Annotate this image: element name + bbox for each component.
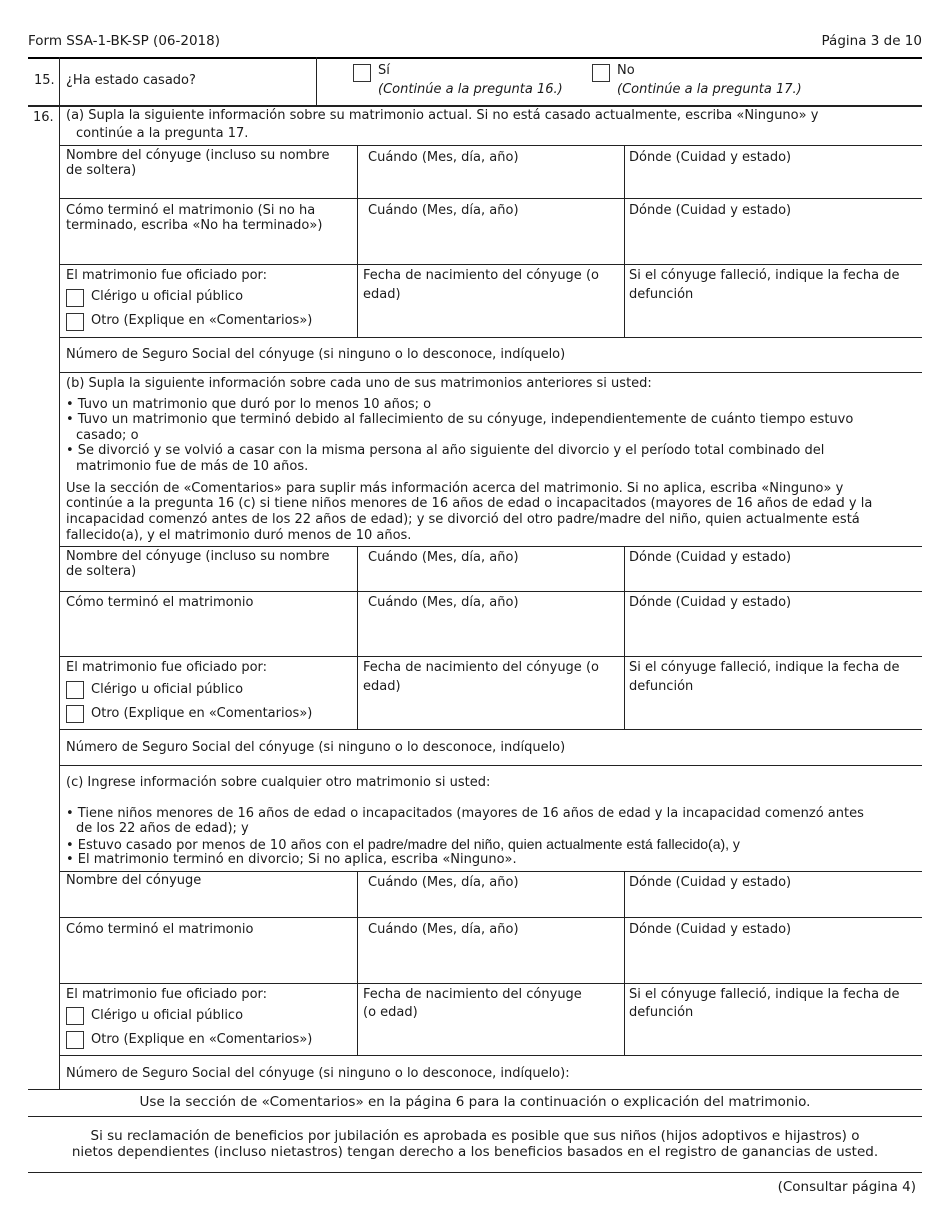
divider bbox=[59, 198, 922, 199]
section-a-intro: (a) Supla la siguiente información sobre su matrimonio actual. Si no está casado actualmente, escriba «Ninguno» y bbox=[66, 108, 819, 123]
section-c-intro: (c) Ingrese información sobre cualquier otro matrimonio si usted: bbox=[66, 775, 491, 790]
page-number: Página 3 de 10 bbox=[821, 33, 922, 49]
divider bbox=[59, 729, 922, 730]
divider bbox=[357, 871, 358, 1055]
divider bbox=[59, 1055, 922, 1056]
bullet: de los 22 años de edad); y bbox=[76, 821, 249, 836]
clergy-label: Clérigo u oficial público bbox=[91, 1008, 244, 1023]
bullet: casado; o bbox=[76, 428, 139, 443]
other-label: Otro (Explique en «Comentarios») bbox=[91, 313, 313, 328]
clergy-checkbox[interactable] bbox=[66, 1007, 84, 1025]
next-page-note: (Consultar página 4) bbox=[777, 1179, 916, 1195]
divider bbox=[59, 372, 922, 373]
divider bbox=[316, 57, 317, 105]
question-number: 15. bbox=[34, 73, 55, 88]
divider bbox=[59, 145, 922, 146]
yes-checkbox[interactable] bbox=[353, 64, 371, 82]
ssn-label: Número de Seguro Social del cónyuge (si ninguno o lo desconoce, indíquelo) bbox=[66, 740, 566, 755]
divider bbox=[28, 57, 922, 59]
when-label: Cuándo (Mes, día, año) bbox=[368, 550, 519, 565]
dob-label: (o edad) bbox=[363, 1005, 418, 1020]
where-label: Dónde (Cuidad y estado) bbox=[629, 150, 792, 165]
dob-label: edad) bbox=[363, 679, 401, 694]
how-ended-label: Cómo terminó el matrimonio (Si no ha bbox=[66, 203, 316, 218]
when-label: Cuándo (Mes, día, año) bbox=[368, 595, 519, 610]
clergy-label: Clérigo u oficial público bbox=[91, 682, 244, 697]
death-label: Si el cónyuge falleció, indique la fecha de bbox=[629, 987, 900, 1002]
ssn-label: Número de Seguro Social del cónyuge (si ninguno o lo desconoce, indíquelo) bbox=[66, 347, 566, 362]
spouse-name-label: Nombre del cónyuge (incluso su nombre bbox=[66, 549, 330, 564]
when-label: Cuándo (Mes, día, año) bbox=[368, 150, 519, 165]
bullet: • Tiene niños menores de 16 años de edad o incapacitados (mayores de 16 años de edad y la incapacidad comenzó antes bbox=[66, 806, 864, 821]
divider bbox=[357, 145, 358, 337]
divider bbox=[624, 871, 625, 1055]
dob-label: Fecha de nacimiento del cónyuge bbox=[363, 987, 582, 1002]
how-ended-label: Cómo terminó el matrimonio bbox=[66, 922, 254, 937]
clergy-label: Clérigo u oficial público bbox=[91, 289, 244, 304]
divider bbox=[59, 57, 60, 105]
divider bbox=[59, 591, 922, 592]
clergy-checkbox[interactable] bbox=[66, 681, 84, 699]
bullet: matrimonio fue de más de 10 años. bbox=[76, 459, 309, 474]
divider bbox=[28, 1116, 922, 1117]
section-b-intro: (b) Supla la siguiente información sobre cada uno de sus matrimonios anteriores si usted: bbox=[66, 376, 652, 391]
divider bbox=[59, 871, 922, 872]
spouse-name-label: Nombre del cónyuge bbox=[66, 873, 202, 888]
divider bbox=[59, 546, 922, 547]
spouse-name-label: Nombre del cónyuge (incluso su nombre bbox=[66, 148, 330, 163]
no-label: No bbox=[617, 63, 635, 78]
dob-label: Fecha de nacimiento del cónyuge (o bbox=[363, 660, 599, 675]
dob-label: edad) bbox=[363, 287, 401, 302]
when-label: Cuándo (Mes, día, año) bbox=[368, 203, 519, 218]
form-id: Form SSA-1-BK-SP (06-2018) bbox=[28, 33, 220, 49]
bullet-text: el padre/madre del niño, quien actualmente está fallecido(a), y bbox=[353, 836, 740, 852]
divider bbox=[59, 656, 922, 657]
divider bbox=[59, 337, 922, 338]
where-label: Dónde (Cuidad y estado) bbox=[629, 203, 792, 218]
no-note: (Continúe a la pregunta 17.) bbox=[617, 82, 802, 97]
bullet-text: • Estuvo casado por menos de 10 años con bbox=[66, 838, 354, 853]
divider bbox=[28, 1172, 922, 1173]
divider bbox=[59, 917, 922, 918]
bullet: • El matrimonio terminó en divorcio; Si no aplica, escriba «Ninguno». bbox=[66, 852, 517, 867]
no-checkbox[interactable] bbox=[592, 64, 610, 82]
divider bbox=[357, 546, 358, 729]
question-number: 16. bbox=[33, 110, 54, 125]
divider bbox=[28, 106, 922, 107]
other-label: Otro (Explique en «Comentarios») bbox=[91, 706, 313, 721]
where-label: Dónde (Cuidad y estado) bbox=[629, 550, 792, 565]
death-label: defunción bbox=[629, 287, 694, 302]
divider bbox=[624, 546, 625, 729]
ssn-label: Número de Seguro Social del cónyuge (si ninguno o lo desconoce, indíquelo): bbox=[66, 1066, 570, 1081]
comments-note: Use la sección de «Comentarios» en la página 6 para la continuación o explicación del matrimonio. bbox=[139, 1094, 811, 1110]
paragraph: continúe a la pregunta 16 (c) si tiene niños menores de 16 años de edad o incapacitados (mayores de 16 años de edad y la bbox=[66, 496, 873, 511]
death-label: Si el cónyuge falleció, indique la fecha de bbox=[629, 660, 900, 675]
death-label: defunción bbox=[629, 1005, 694, 1020]
yes-note: (Continúe a la pregunta 16.) bbox=[378, 82, 563, 97]
clergy-checkbox[interactable] bbox=[66, 289, 84, 307]
divider bbox=[59, 106, 60, 1090]
officiated-label: El matrimonio fue oficiado por: bbox=[66, 987, 268, 1002]
where-label: Dónde (Cuidad y estado) bbox=[629, 875, 792, 890]
other-checkbox[interactable] bbox=[66, 705, 84, 723]
divider bbox=[624, 145, 625, 337]
spouse-name-label: de soltera) bbox=[66, 564, 137, 579]
question-text: ¿Ha estado casado? bbox=[66, 73, 196, 88]
spouse-name-label: de soltera) bbox=[66, 163, 137, 178]
info-text: nietos dependientes (incluso nietastros) tengan derecho a los beneficios basados en el registro de ganancias de usted. bbox=[71, 1144, 879, 1160]
death-label: defunción bbox=[629, 679, 694, 694]
where-label: Dónde (Cuidad y estado) bbox=[629, 922, 792, 937]
where-label: Dónde (Cuidad y estado) bbox=[629, 595, 792, 610]
other-checkbox[interactable] bbox=[66, 1031, 84, 1049]
when-label: Cuándo (Mes, día, año) bbox=[368, 875, 519, 890]
yes-label: Sí bbox=[378, 63, 390, 78]
when-label: Cuándo (Mes, día, año) bbox=[368, 922, 519, 937]
other-checkbox[interactable] bbox=[66, 313, 84, 331]
divider bbox=[59, 264, 922, 265]
bullet: • Tuvo un matrimonio que duró por lo menos 10 años; o bbox=[66, 397, 432, 412]
officiated-label: El matrimonio fue oficiado por: bbox=[66, 268, 268, 283]
dob-label: Fecha de nacimiento del cónyuge (o bbox=[363, 268, 599, 283]
paragraph: Use la sección de «Comentarios» para suplir más información acerca del matrimonio. Si no aplica, escriba «Ninguno» y bbox=[66, 481, 844, 496]
divider bbox=[59, 983, 922, 984]
section-a-intro: continúe a la pregunta 17. bbox=[76, 126, 249, 141]
info-text: Si su reclamación de beneficios por jubilación es aprobada es posible que sus niños (hijos adoptivos e hijastros) o bbox=[90, 1128, 860, 1144]
paragraph: incapacidad comenzó antes de los 22 años de edad); y se divorció del otro padre/madre del niño, quien actualmente está bbox=[66, 512, 860, 527]
paragraph: fallecido(a), y el matrimonio duró menos de 10 años. bbox=[66, 528, 412, 543]
bullet: • Tuvo un matrimonio que terminó debido al fallecimiento de su cónyuge, independientemente de cuánto tiempo estuvo bbox=[66, 412, 854, 427]
officiated-label: El matrimonio fue oficiado por: bbox=[66, 660, 268, 675]
divider bbox=[28, 1089, 922, 1090]
death-label: Si el cónyuge falleció, indique la fecha de bbox=[629, 268, 900, 283]
how-ended-label: terminado, escriba «No ha terminado») bbox=[66, 218, 323, 233]
how-ended-label: Cómo terminó el matrimonio bbox=[66, 595, 254, 610]
other-label: Otro (Explique en «Comentarios») bbox=[91, 1032, 313, 1047]
bullet: • Se divorció y se volvió a casar con la misma persona al año siguiente del divorcio y el período total combinado del bbox=[66, 443, 825, 458]
divider bbox=[59, 765, 922, 766]
